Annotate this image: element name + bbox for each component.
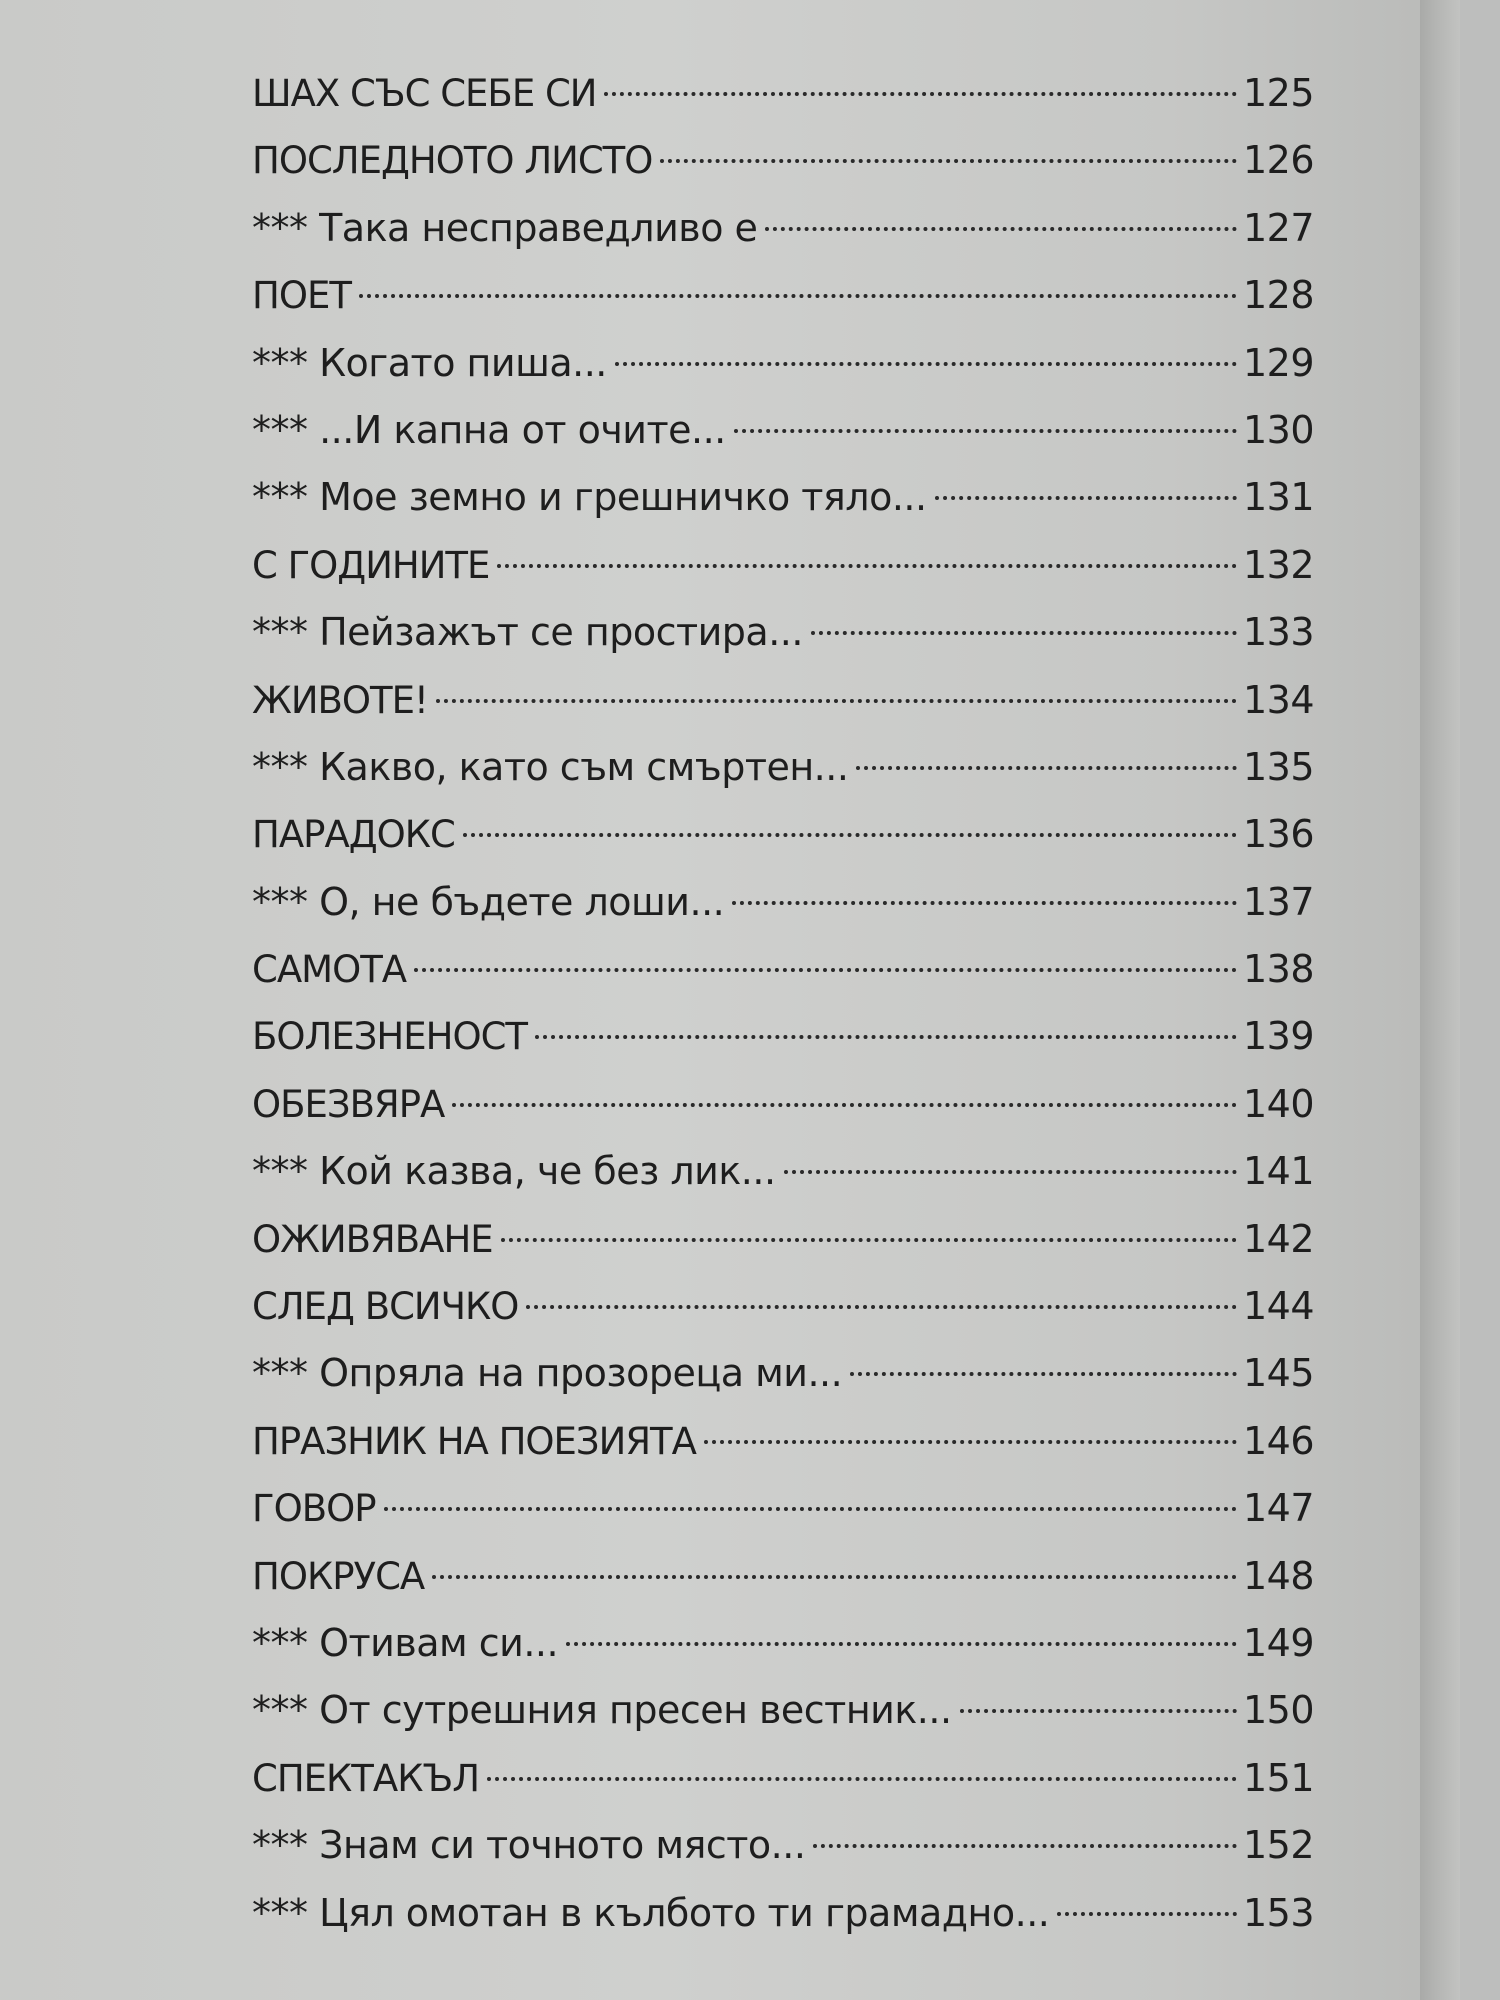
- dot-leader: [452, 1103, 1237, 1107]
- toc-entry: [252, 1610, 1314, 1677]
- toc-entry: [252, 667, 1314, 734]
- toc-entry-title: САМОТА: [252, 948, 407, 992]
- toc-entry: [252, 127, 1314, 194]
- toc-entry-page-number: 127: [1242, 205, 1314, 250]
- dot-leader: [526, 1305, 1237, 1309]
- dot-leader: [501, 1238, 1237, 1242]
- toc-entry-title: *** О, не бъдете лоши...: [252, 879, 725, 924]
- toc-entry-page-number: 142: [1242, 1216, 1314, 1261]
- toc-entry-title: ГОВОР: [252, 1487, 376, 1531]
- toc-entry-page-number: 146: [1242, 1418, 1314, 1463]
- dot-leader: [615, 362, 1237, 366]
- dot-leader: [384, 1507, 1237, 1511]
- dot-leader: [850, 1372, 1237, 1376]
- toc-entry-title: ПАРАДОКС: [252, 813, 455, 857]
- dot-leader: [732, 901, 1237, 905]
- toc-entry-page-number: 136: [1242, 812, 1314, 857]
- toc-entry-title: ПОЕТ: [252, 274, 351, 318]
- toc-entry: [252, 1543, 1314, 1610]
- toc-entry-title: *** От сутрешния пресен вестник...: [252, 1688, 952, 1733]
- toc-entry: [252, 397, 1314, 464]
- dot-leader: [935, 496, 1237, 500]
- toc-entry-title: ОБЕЗВЯРА: [252, 1082, 445, 1126]
- toc-entry: [252, 532, 1314, 599]
- toc-entry-page-number: 152: [1242, 1823, 1314, 1868]
- toc-entry-title: *** Отивам си...: [252, 1620, 559, 1665]
- toc-entry: [252, 1003, 1314, 1070]
- dot-leader: [359, 294, 1237, 298]
- toc-entry-page-number: 126: [1242, 138, 1314, 183]
- toc-entry-title: *** Опряла на прозореца ми...: [252, 1351, 843, 1396]
- toc-entry-title: *** ...И капна от очите...: [252, 407, 726, 452]
- toc-entry: [252, 464, 1314, 531]
- toc-entry: [252, 195, 1314, 262]
- toc-entry-page-number: 135: [1242, 744, 1314, 789]
- toc-entry-title: СПЕКТАКЪЛ: [252, 1756, 480, 1800]
- dot-leader: [960, 1709, 1237, 1713]
- toc-entry-title: *** Така несправедливо е: [252, 205, 758, 250]
- toc-entry-title: *** Мое земно и грешничко тяло...: [252, 475, 927, 520]
- toc-entry-title: *** Когато пиша...: [252, 340, 607, 385]
- toc-entry: [252, 330, 1314, 397]
- toc-entry: [252, 1408, 1314, 1475]
- dot-leader: [414, 968, 1237, 972]
- toc-entry: [252, 734, 1314, 801]
- toc-entry-page-number: 128: [1242, 273, 1314, 318]
- toc-entry: [252, 1071, 1314, 1138]
- toc-entry-title: *** Цял омотан в кълбото ти грамадно...: [252, 1890, 1050, 1935]
- toc-entry-page-number: 133: [1242, 610, 1314, 655]
- toc-entry-page-number: 147: [1242, 1486, 1314, 1531]
- toc-entry-page-number: 153: [1242, 1890, 1314, 1935]
- toc-entry: [252, 1812, 1314, 1879]
- dot-leader: [604, 92, 1237, 96]
- dot-leader: [734, 429, 1237, 433]
- dot-leader: [811, 631, 1237, 635]
- dot-leader: [463, 833, 1237, 837]
- toc-entry-page-number: 150: [1242, 1688, 1314, 1733]
- toc-entry-title: СЛЕД ВСИЧКО: [252, 1285, 519, 1329]
- toc-entry-page-number: 125: [1242, 71, 1314, 115]
- toc-entry: [252, 1340, 1314, 1407]
- dot-leader: [432, 1575, 1237, 1579]
- toc-entry-title: БОЛЕЗНЕНОСТ: [252, 1015, 528, 1059]
- toc-entry: [252, 1880, 1314, 1947]
- dot-leader: [566, 1642, 1237, 1646]
- toc-entry-title: *** Какво, като съм смъртен...: [252, 744, 849, 789]
- toc-entry-page-number: 151: [1242, 1755, 1314, 1800]
- toc-entry-page-number: 144: [1242, 1284, 1314, 1329]
- toc-entry: [252, 1138, 1314, 1205]
- toc-entry: [252, 262, 1314, 329]
- toc-entry-title: ЖИВОТЕ!: [252, 678, 428, 722]
- dot-leader: [1057, 1912, 1237, 1916]
- dot-leader: [660, 159, 1237, 163]
- toc-entry-title: ПРАЗНИК НА ПОЕЗИЯТА: [252, 1419, 696, 1463]
- toc-entry-page-number: 131: [1242, 475, 1314, 520]
- toc-entry-page-number: 141: [1242, 1149, 1314, 1194]
- toc-entry-page-number: 130: [1242, 407, 1314, 452]
- toc-entry: [252, 936, 1314, 1003]
- toc-entry-title: *** Кой казва, че без лик...: [252, 1149, 776, 1194]
- table-of-contents: [252, 60, 1314, 1947]
- toc-entry-page-number: 145: [1242, 1351, 1314, 1396]
- dot-leader: [497, 564, 1237, 568]
- dot-leader: [856, 766, 1237, 770]
- dot-leader: [765, 227, 1237, 231]
- toc-entry: [252, 1206, 1314, 1273]
- toc-entry-title: С ГОДИНИТЕ: [252, 543, 490, 587]
- toc-entry: [252, 1677, 1314, 1744]
- dot-leader: [487, 1777, 1237, 1781]
- page-edge: [1420, 0, 1460, 2000]
- dot-leader: [436, 699, 1237, 703]
- dot-leader: [813, 1844, 1237, 1848]
- dot-leader: [535, 1035, 1237, 1039]
- toc-entry-page-number: 137: [1242, 879, 1314, 924]
- toc-entry-title: *** Знам си точното място...: [252, 1823, 806, 1868]
- toc-entry: [252, 1273, 1314, 1340]
- toc-entry: [252, 869, 1314, 936]
- dot-leader: [704, 1440, 1237, 1444]
- toc-entry-page-number: 129: [1242, 340, 1314, 385]
- toc-entry: [252, 801, 1314, 868]
- toc-entry-title: ПОСЛЕДНОТО ЛИСТО: [252, 139, 653, 183]
- dot-leader: [784, 1170, 1237, 1174]
- toc-entry-page-number: 139: [1242, 1014, 1314, 1059]
- toc-entry-page-number: 148: [1242, 1553, 1314, 1598]
- toc-entry-page-number: 132: [1242, 542, 1314, 587]
- toc-entry-title: *** Пейзажът се простира...: [252, 610, 803, 655]
- toc-entry-page-number: 149: [1242, 1620, 1314, 1665]
- toc-entry-title: ОЖИВЯВАНЕ: [252, 1217, 493, 1261]
- toc-entry: [252, 1475, 1314, 1542]
- toc-entry-page-number: 134: [1242, 677, 1314, 722]
- toc-entry-title: ШАХ СЪС СЕБЕ СИ: [252, 72, 597, 115]
- toc-entry: [252, 60, 1314, 127]
- toc-entry-page-number: 138: [1242, 947, 1314, 992]
- toc-entry: [252, 1745, 1314, 1812]
- toc-entry: [252, 599, 1314, 666]
- toc-entry-title: ПОКРУСА: [252, 1554, 425, 1598]
- toc-entry-page-number: 140: [1242, 1081, 1314, 1126]
